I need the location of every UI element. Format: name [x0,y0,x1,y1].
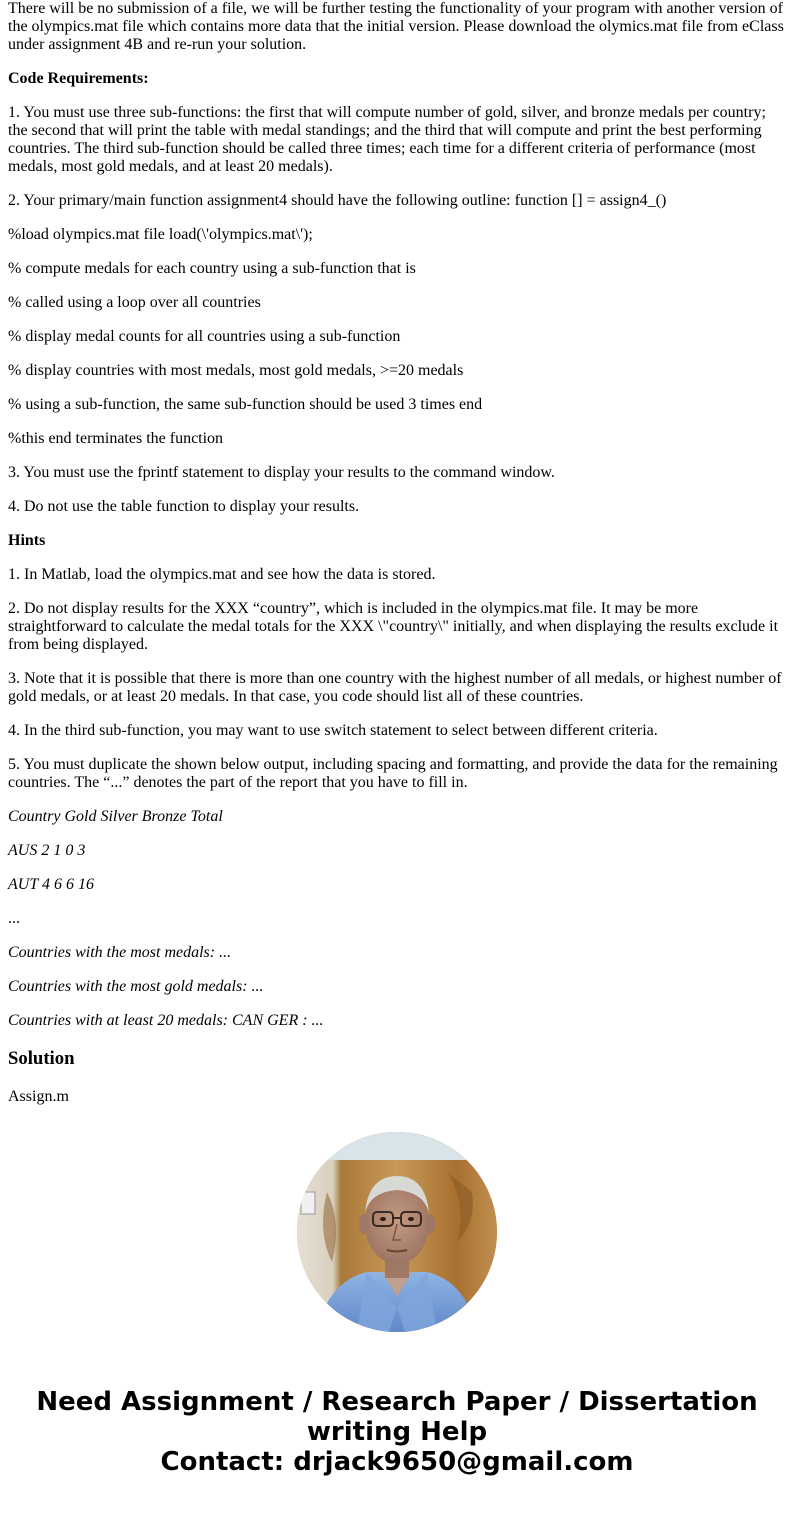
code-line: % using a sub-function, the same sub-function should be used 3 times end [8,396,483,413]
hint-1: 1. In Matlab, load the olympics.mat and see how the data is stored. [8,566,436,583]
requirement-3: 3. You must use the fprintf statement to display your results to the command window. [8,464,555,481]
code-line: % called using a loop over all countries [8,294,261,311]
requirement-1: 1. You must use three sub-functions: the first that will compute number of gold, silver, and bronze medals per country; the second that will print the table with medal standings; and the third that will compute and print the best performing countries. The third sub-function should be called three times; each time for a different criteria of performance (most medals, most gold medals, and at least 20 medals). [8,104,766,175]
requirement-2: 2. Your primary/main function assignment4 should have the following outline: function [] = assign4_() [8,192,667,209]
footer-tagline: Need Assignment / Research Paper / Dissertation writing Help [36,1387,758,1447]
summary-line: Countries with at least 20 medals: CAN GER : ... [8,1012,324,1029]
footer-contact: Contact: drjack9650@gmail.com [160,1447,634,1477]
hint-5: 5. You must duplicate the shown below output, including spacing and formatting, and provide the data for the remaining countries. The “...” denotes the part of the report that you have to fill in. [8,756,778,791]
code-line: % compute medals for each country using a sub-function that is [8,260,416,277]
hints-heading: Hints [8,532,46,549]
hint-3: 3. Note that it is possible that there is more than one country with the highest number of all medals, or highest number of gold medals, or at least 20 medals. In that case, you code should list all of these countries. [8,670,782,705]
code-requirements-heading: Code Requirements: [8,70,149,87]
hint-2: 2. Do not display results for the XXX “country”, which is included in the olympics.mat file. It may be more straightforward to calculate the medal totals for the XXX \"country\" initially, and when displaying the results exclude it from being displayed. [8,600,779,653]
code-line: %load olympics.mat file load(\'olympics.mat\'); [8,226,313,243]
summary-line: Countries with the most gold medals: ... [8,978,264,995]
code-line: %this end terminates the function [8,430,224,447]
code-line: % display medal counts for all countries using a sub-function [8,328,401,345]
avatar-container [8,1132,786,1337]
output-header-line: Country Gold Silver Bronze Total [8,808,223,825]
solution-heading: Solution [8,1048,75,1069]
code-line: % display countries with most medals, most gold medals, >=20 medals [8,362,464,379]
avatar-portrait-icon [297,1132,497,1332]
output-row: AUS 2 1 0 3 [8,842,86,859]
solution-file: Assign.m [8,1088,69,1105]
contact-banner [8,1387,786,1477]
ellipsis: ... [8,910,20,927]
avatar [297,1132,497,1332]
requirement-4: 4. Do not use the table function to display your results. [8,498,360,515]
summary-line: Countries with the most medals: ... [8,944,232,961]
intro-paragraph: There will be no submission of a file, we will be further testing the functionality of your program with another version of the olympics.mat file which contains more data that the initial version. Please download the olymics.mat file from eClass under assignment 4B and re-run your solution. [8,0,784,53]
hint-4: 4. In the third sub-function, you may want to use switch statement to select between different criteria. [8,722,658,739]
output-row: AUT 4 6 6 16 [8,876,94,893]
